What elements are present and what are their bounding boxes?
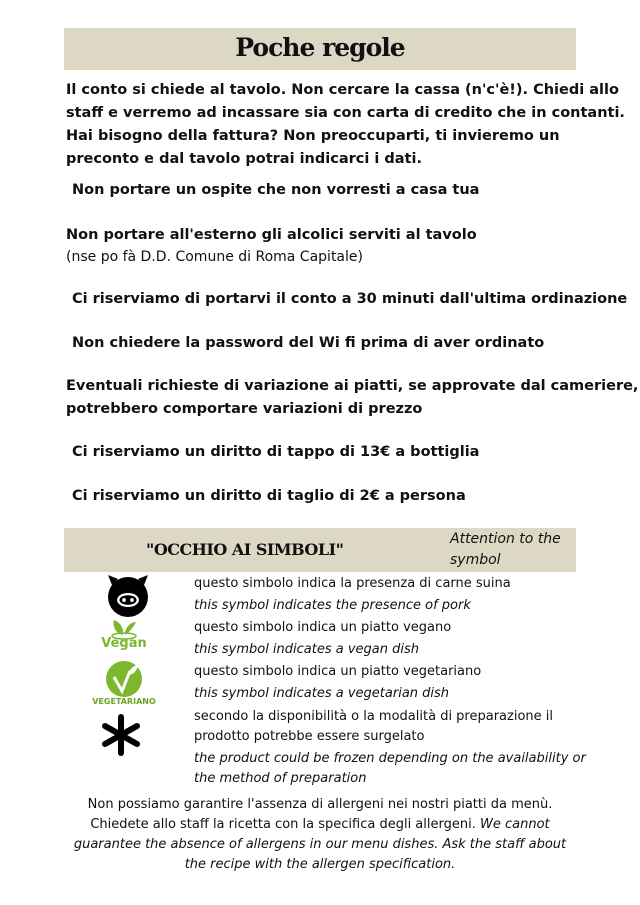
symbol-frozen-en: the product could be frozen depending on the availability or xyxy=(194,751,586,766)
symbol-frozen-it: secondo la disponibilità o la modalità di preparazione il xyxy=(194,709,554,724)
rule-wifi: Non chiedere la password del Wi fi prima di aver ordinato xyxy=(72,335,545,351)
vegan-logo-text: Vegan xyxy=(101,636,147,651)
symbol-pork-en: this symbol indicates the presence of pork xyxy=(194,598,471,613)
pig-icon xyxy=(104,573,152,617)
header-band xyxy=(64,28,576,70)
allergen-notice xyxy=(64,795,576,875)
rule-bill: Ci riserviamo di portarvi il conto a 30 minuti dall'ultima ordinazione xyxy=(72,291,628,307)
subtitle-line: symbol xyxy=(450,552,501,568)
symbol-frozen-it: prodotto potrebbe essere surgelato xyxy=(194,729,425,744)
symbol-vegan-it: questo simbolo indica un piatto vegano xyxy=(194,620,452,635)
symbol-vegan-en: this symbol indicates a vegan dish xyxy=(194,642,420,657)
intro-line: Hai bisogno della fattura? Non preoccuparti, ti invieremo un xyxy=(66,128,560,144)
symbol-vegetarian-it: questo simbolo indica un piatto vegetariano xyxy=(194,664,482,679)
symbols-subtitle xyxy=(450,529,561,571)
rule-corkage: Ci riserviamo un diritto di tappo di 13€ a bottiglia xyxy=(72,444,480,460)
symbols-title: "OCCHIO AI SIMBOLI" xyxy=(146,540,344,559)
rule-guest: Non portare un ospite che non vorresti a casa tua xyxy=(72,182,480,198)
allergen-notice-en: We cannot guarantee the absence of allergens in our menu dishes. Ask the staff about the recipe with the allergen specification. xyxy=(73,817,567,872)
symbols-band xyxy=(64,528,576,572)
rule-alcohol: Non portare all'esterno gli alcolici serviti al tavolo xyxy=(66,227,477,243)
rule-alcohol-note: (nse po fà D.D. Comune di Roma Capitale) xyxy=(66,249,363,265)
vegan-icon xyxy=(96,616,152,652)
intro-line: preconto e dal tavolo potrai indicarci i dati. xyxy=(66,151,422,167)
intro-line: staff e verremo ad incassare sia con carta di credito che in contanti. xyxy=(66,105,625,121)
symbol-pork-it: questo simbolo indica la presenza di carne suina xyxy=(194,576,511,591)
symbol-frozen-en: the method of preparation xyxy=(194,771,367,786)
subtitle-line: Attention to the xyxy=(450,531,561,547)
rule-variations: Eventuali richieste di variazione ai piatti, se approvate dal cameriere, xyxy=(66,378,639,394)
allergen-notice-it: Non possiamo garantire l'assenza di allergeni nei nostri piatti da menù. Chiedete allo staff la ricetta con la specifica degli allergeni. xyxy=(87,797,553,832)
intro-line: Il conto si chiede al tavolo. Non cercare la cassa (n'c'è!). Chiedi allo xyxy=(66,82,619,98)
vegetarian-icon xyxy=(104,660,144,698)
rule-cake: Ci riserviamo un diritto di taglio di 2€ a persona xyxy=(72,488,466,504)
page-title: Poche regole xyxy=(235,33,405,62)
vegetarian-logo-text: VEGETARIANO xyxy=(92,697,156,706)
asterisk-icon xyxy=(100,714,142,756)
symbol-vegetarian-en: this symbol indicates a vegetarian dish xyxy=(194,686,450,701)
rule-variations: potrebbero comportare variazioni di prezzo xyxy=(66,401,423,417)
